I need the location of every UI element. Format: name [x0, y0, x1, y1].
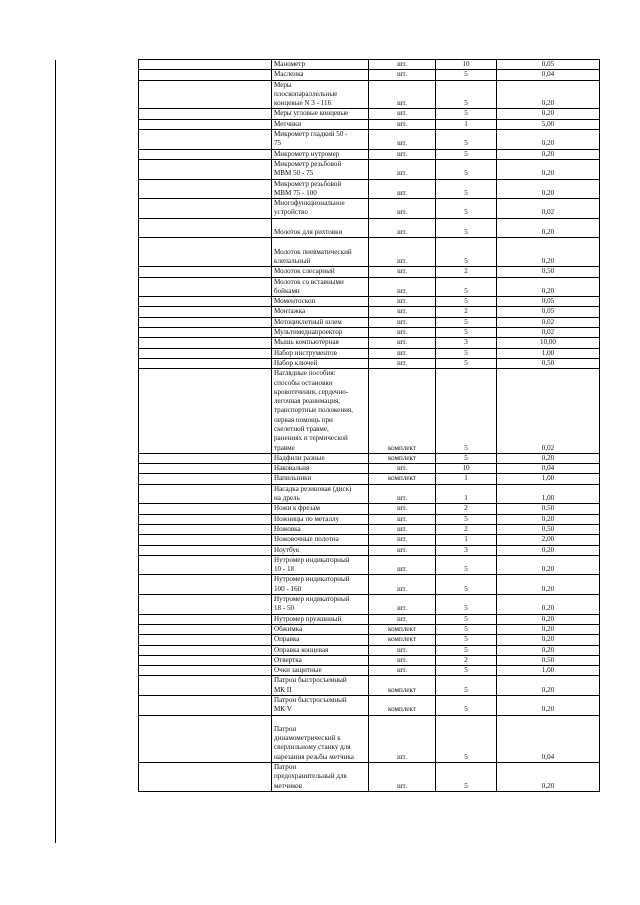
- table-row: [139, 655, 600, 665]
- quantity-cell: 5: [436, 238, 497, 267]
- row-number-cell: [139, 555, 272, 575]
- table-row: [139, 149, 600, 159]
- row-number-cell: [139, 297, 272, 307]
- item-name-cell: Насадка резиновая (диск) на дрель: [272, 484, 369, 504]
- norm-value-cell: 0,50: [497, 267, 600, 277]
- unit-cell: шт.: [369, 317, 436, 327]
- norm-value-cell: 0,20: [497, 555, 600, 575]
- quantity-cell: 10: [436, 464, 497, 474]
- norm-value-cell: 0,20: [497, 676, 600, 696]
- table-row: [139, 763, 600, 792]
- row-number-cell: [139, 218, 272, 238]
- item-name-cell: Монтажка: [272, 307, 369, 317]
- item-name-cell: Молоток слесарный: [272, 267, 369, 277]
- item-name-cell: Патрон динамометрический к сверлильному станку для нарезания резьбы метчика: [272, 715, 369, 762]
- unit-cell: шт.: [369, 535, 436, 545]
- unit-cell: шт.: [369, 179, 436, 199]
- norm-value-cell: 0,50: [497, 504, 600, 514]
- table-row: [139, 328, 600, 338]
- row-number-cell: [139, 514, 272, 524]
- table-row: [139, 109, 600, 119]
- unit-cell: шт.: [369, 464, 436, 474]
- table-row: [139, 504, 600, 514]
- quantity-cell: 5: [436, 696, 497, 716]
- unit-cell: комплект: [369, 369, 436, 454]
- table-row: [139, 80, 600, 109]
- norm-value-cell: 0,20: [497, 159, 600, 179]
- row-number-cell: [139, 624, 272, 634]
- unit-cell: шт.: [369, 348, 436, 358]
- unit-cell: шт.: [369, 199, 436, 219]
- norm-value-cell: 0,05: [497, 60, 600, 70]
- unit-cell: комплект: [369, 624, 436, 634]
- row-number-cell: [139, 595, 272, 615]
- quantity-cell: 2: [436, 267, 497, 277]
- item-name-cell: Нутромер пружинный: [272, 614, 369, 624]
- item-name-cell: Оправка концевая: [272, 645, 369, 655]
- quantity-cell: 5: [436, 130, 497, 150]
- item-name-cell: Масленка: [272, 70, 369, 80]
- row-number-cell: [139, 119, 272, 129]
- unit-cell: шт.: [369, 267, 436, 277]
- norm-value-cell: 5,00: [497, 119, 600, 129]
- unit-cell: шт.: [369, 307, 436, 317]
- item-name-cell: Меры угловые концевые: [272, 109, 369, 119]
- unit-cell: комплект: [369, 696, 436, 716]
- quantity-cell: 3: [436, 338, 497, 348]
- table-row: [139, 348, 600, 358]
- row-number-cell: [139, 655, 272, 665]
- item-name-cell: Меры плоскопараллельные концевые N 3 - 116: [272, 80, 369, 109]
- unit-cell: комплект: [369, 453, 436, 463]
- quantity-cell: 1: [436, 484, 497, 504]
- quantity-cell: 5: [436, 555, 497, 575]
- unit-cell: шт.: [369, 514, 436, 524]
- table-row: [139, 474, 600, 484]
- row-number-cell: [139, 715, 272, 762]
- row-number-cell: [139, 70, 272, 80]
- row-number-cell: [139, 149, 272, 159]
- table-row: [139, 453, 600, 463]
- item-name-cell: Метчики: [272, 119, 369, 129]
- item-name-cell: Моментоскоп: [272, 297, 369, 307]
- quantity-cell: 1: [436, 119, 497, 129]
- unit-cell: шт.: [369, 763, 436, 792]
- unit-cell: шт.: [369, 655, 436, 665]
- row-number-cell: [139, 317, 272, 327]
- norm-value-cell: 0,02: [497, 369, 600, 454]
- unit-cell: комплект: [369, 676, 436, 696]
- norm-value-cell: 0,20: [497, 545, 600, 555]
- row-number-cell: [139, 575, 272, 595]
- norm-value-cell: 0,20: [497, 635, 600, 645]
- item-name-cell: Ножовка: [272, 524, 369, 534]
- norm-value-cell: 0,20: [497, 575, 600, 595]
- unit-cell: шт.: [369, 595, 436, 615]
- norm-value-cell: 1,00: [497, 474, 600, 484]
- row-number-cell: [139, 676, 272, 696]
- item-name-cell: Микрометр резьбовой МВМ 75 - 100: [272, 179, 369, 199]
- row-number-cell: [139, 635, 272, 645]
- row-number-cell: [139, 267, 272, 277]
- item-name-cell: Ножи к фрезам: [272, 504, 369, 514]
- norm-value-cell: 0,20: [497, 453, 600, 463]
- quantity-cell: 5: [436, 109, 497, 119]
- quantity-cell: 2: [436, 504, 497, 514]
- norm-value-cell: 0,20: [497, 218, 600, 238]
- table-row: [139, 70, 600, 80]
- row-number-cell: [139, 60, 272, 70]
- item-name-cell: Нутромер индикаторный 18 - 50: [272, 595, 369, 615]
- table-row: [139, 238, 600, 267]
- unit-cell: шт.: [369, 715, 436, 762]
- norm-value-cell: 0,20: [497, 80, 600, 109]
- quantity-cell: 5: [436, 348, 497, 358]
- row-number-cell: [139, 277, 272, 297]
- norm-value-cell: 0,20: [497, 624, 600, 634]
- quantity-cell: 5: [436, 297, 497, 307]
- table-row: [139, 267, 600, 277]
- unit-cell: шт.: [369, 119, 436, 129]
- unit-cell: шт.: [369, 159, 436, 179]
- row-number-cell: [139, 328, 272, 338]
- row-number-cell: [139, 369, 272, 454]
- item-name-cell: Ножовочные полотна: [272, 535, 369, 545]
- item-name-cell: Напильники: [272, 474, 369, 484]
- table-row: [139, 277, 600, 297]
- row-number-cell: [139, 179, 272, 199]
- table-row: [139, 696, 600, 716]
- norm-value-cell: 10,00: [497, 338, 600, 348]
- quantity-cell: 5: [436, 218, 497, 238]
- row-number-cell: [139, 535, 272, 545]
- row-number-cell: [139, 130, 272, 150]
- item-name-cell: Нутромер индикаторный 10 - 18: [272, 555, 369, 575]
- row-number-cell: [139, 474, 272, 484]
- item-name-cell: Набор инструментов: [272, 348, 369, 358]
- item-name-cell: Обжимка: [272, 624, 369, 634]
- row-number-cell: [139, 696, 272, 716]
- table-row: [139, 635, 600, 645]
- item-name-cell: Манометр: [272, 60, 369, 70]
- norm-value-cell: 0,50: [497, 524, 600, 534]
- table-row: [139, 624, 600, 634]
- norm-value-cell: 0,02: [497, 328, 600, 338]
- table-row: [139, 179, 600, 199]
- norm-value-cell: 0,20: [497, 595, 600, 615]
- unit-cell: комплект: [369, 474, 436, 484]
- unit-cell: шт.: [369, 218, 436, 238]
- unit-cell: шт.: [369, 60, 436, 70]
- item-name-cell: Молоток пневматический клепальный: [272, 238, 369, 267]
- row-number-cell: [139, 524, 272, 534]
- row-number-cell: [139, 80, 272, 109]
- quantity-cell: 5: [436, 624, 497, 634]
- quantity-cell: 2: [436, 307, 497, 317]
- quantity-cell: 1: [436, 535, 497, 545]
- table-row: [139, 676, 600, 696]
- quantity-cell: 5: [436, 159, 497, 179]
- unit-cell: шт.: [369, 277, 436, 297]
- item-name-cell: Многофункциональное устройство: [272, 199, 369, 219]
- unit-cell: шт.: [369, 358, 436, 368]
- row-number-cell: [139, 109, 272, 119]
- quantity-cell: 3: [436, 545, 497, 555]
- table-row: [139, 119, 600, 129]
- norm-value-cell: 0,20: [497, 514, 600, 524]
- item-name-cell: Микрометр гладкий 50 - 75: [272, 130, 369, 150]
- item-name-cell: Наглядные пособия: способы остановки кровотечения, сердечно- легочная реанимация, транспортные положения, первая помощь при скелетной травме, ранениях и термической травме: [272, 369, 369, 454]
- unit-cell: шт.: [369, 545, 436, 555]
- norm-value-cell: 0,05: [497, 307, 600, 317]
- row-number-cell: [139, 453, 272, 463]
- row-number-cell: [139, 338, 272, 348]
- row-number-cell: [139, 348, 272, 358]
- item-name-cell: Мультимедиапроектор: [272, 328, 369, 338]
- quantity-cell: 5: [436, 453, 497, 463]
- quantity-cell: 5: [436, 635, 497, 645]
- table-row: [139, 645, 600, 655]
- item-name-cell: Очки защитные: [272, 666, 369, 676]
- quantity-cell: 5: [436, 595, 497, 615]
- row-number-cell: [139, 159, 272, 179]
- table-row: [139, 484, 600, 504]
- quantity-cell: 2: [436, 524, 497, 534]
- item-name-cell: Набор ключей: [272, 358, 369, 368]
- row-number-cell: [139, 199, 272, 219]
- table-row: [139, 60, 600, 70]
- unit-cell: шт.: [369, 555, 436, 575]
- quantity-cell: 10: [436, 60, 497, 70]
- unit-cell: шт.: [369, 484, 436, 504]
- norm-value-cell: 0,20: [497, 149, 600, 159]
- item-name-cell: Микрометр резьбовой МВМ 50 - 75: [272, 159, 369, 179]
- unit-cell: шт.: [369, 80, 436, 109]
- unit-cell: шт.: [369, 645, 436, 655]
- unit-cell: шт.: [369, 504, 436, 514]
- unit-cell: шт.: [369, 297, 436, 307]
- row-number-cell: [139, 307, 272, 317]
- item-name-cell: Мышь компьютерная: [272, 338, 369, 348]
- table-row: [139, 218, 600, 238]
- item-name-cell: Отвертка: [272, 655, 369, 665]
- norm-value-cell: 0,02: [497, 317, 600, 327]
- norm-value-cell: 0,20: [497, 130, 600, 150]
- norm-value-cell: 0,20: [497, 109, 600, 119]
- norm-value-cell: 0,20: [497, 277, 600, 297]
- unit-cell: шт.: [369, 328, 436, 338]
- left-margin-line: [55, 60, 56, 843]
- table-row: [139, 715, 600, 762]
- item-name-cell: Оправка: [272, 635, 369, 645]
- quantity-cell: 5: [436, 514, 497, 524]
- row-number-cell: [139, 464, 272, 474]
- norm-value-cell: 0,20: [497, 179, 600, 199]
- quantity-cell: 5: [436, 614, 497, 624]
- unit-cell: шт.: [369, 575, 436, 595]
- norm-value-cell: 0,20: [497, 614, 600, 624]
- row-number-cell: [139, 238, 272, 267]
- unit-cell: шт.: [369, 109, 436, 119]
- quantity-cell: 5: [436, 80, 497, 109]
- quantity-cell: 5: [436, 149, 497, 159]
- table-row: [139, 595, 600, 615]
- norm-value-cell: 2,00: [497, 535, 600, 545]
- item-name-cell: Ножницы по металлу: [272, 514, 369, 524]
- unit-cell: шт.: [369, 149, 436, 159]
- table-row: [139, 358, 600, 368]
- quantity-cell: 5: [436, 666, 497, 676]
- norm-value-cell: 0,20: [497, 763, 600, 792]
- item-name-cell: Ноутбук: [272, 545, 369, 555]
- table-row: [139, 317, 600, 327]
- quantity-cell: 5: [436, 358, 497, 368]
- unit-cell: шт.: [369, 614, 436, 624]
- table-row: [139, 545, 600, 555]
- table-row: [139, 514, 600, 524]
- norm-value-cell: 1,00: [497, 484, 600, 504]
- item-name-cell: Молоток со вставными бойками: [272, 277, 369, 297]
- item-name-cell: Патрон быстросъемный МК II: [272, 676, 369, 696]
- row-number-cell: [139, 504, 272, 514]
- row-number-cell: [139, 545, 272, 555]
- item-name-cell: Мотоциклетный шлем: [272, 317, 369, 327]
- unit-cell: шт.: [369, 238, 436, 267]
- quantity-cell: 5: [436, 70, 497, 80]
- equipment-table-body: [139, 60, 600, 792]
- quantity-cell: 2: [436, 655, 497, 665]
- table-row: [139, 130, 600, 150]
- table-row: [139, 307, 600, 317]
- unit-cell: комплект: [369, 635, 436, 645]
- unit-cell: шт.: [369, 130, 436, 150]
- norm-value-cell: 0,50: [497, 358, 600, 368]
- unit-cell: шт.: [369, 70, 436, 80]
- table-row: [139, 575, 600, 595]
- quantity-cell: 5: [436, 645, 497, 655]
- item-name-cell: Патрон быстросъемный МК V: [272, 696, 369, 716]
- item-name-cell: Микрометр нутромер: [272, 149, 369, 159]
- unit-cell: шт.: [369, 338, 436, 348]
- row-number-cell: [139, 645, 272, 655]
- item-name-cell: Нутромер индикаторный 100 - 160: [272, 575, 369, 595]
- item-name-cell: Наковальня: [272, 464, 369, 474]
- item-name-cell: Надфили разные: [272, 453, 369, 463]
- row-number-cell: [139, 666, 272, 676]
- quantity-cell: 5: [436, 676, 497, 696]
- table-row: [139, 535, 600, 545]
- quantity-cell: 5: [436, 317, 497, 327]
- table-row: [139, 524, 600, 534]
- norm-value-cell: 1,00: [497, 666, 600, 676]
- table-row: [139, 159, 600, 179]
- quantity-cell: 5: [436, 575, 497, 595]
- row-number-cell: [139, 484, 272, 504]
- norm-value-cell: 0,04: [497, 464, 600, 474]
- item-name-cell: Молоток для рихтовки: [272, 218, 369, 238]
- norm-value-cell: 0,20: [497, 696, 600, 716]
- quantity-cell: 5: [436, 763, 497, 792]
- norm-value-cell: 1,00: [497, 348, 600, 358]
- norm-value-cell: 0,02: [497, 199, 600, 219]
- row-number-cell: [139, 763, 272, 792]
- norm-value-cell: 0,20: [497, 238, 600, 267]
- unit-cell: шт.: [369, 666, 436, 676]
- item-name-cell: Патрон предохранительный для метчиков: [272, 763, 369, 792]
- quantity-cell: 1: [436, 474, 497, 484]
- quantity-cell: 5: [436, 179, 497, 199]
- row-number-cell: [139, 614, 272, 624]
- table-row: [139, 666, 600, 676]
- unit-cell: шт.: [369, 524, 436, 534]
- table-row: [139, 614, 600, 624]
- table-row: [139, 338, 600, 348]
- table-row: [139, 555, 600, 575]
- table-row: [139, 464, 600, 474]
- quantity-cell: 5: [436, 328, 497, 338]
- quantity-cell: 5: [436, 199, 497, 219]
- quantity-cell: 5: [436, 277, 497, 297]
- equipment-table: [138, 59, 600, 792]
- norm-value-cell: 0,50: [497, 655, 600, 665]
- table-row: [139, 199, 600, 219]
- quantity-cell: 5: [436, 369, 497, 454]
- norm-value-cell: 0,04: [497, 715, 600, 762]
- row-number-cell: [139, 358, 272, 368]
- quantity-cell: 5: [436, 715, 497, 762]
- table-row: [139, 297, 600, 307]
- norm-value-cell: 0,04: [497, 70, 600, 80]
- norm-value-cell: 0,05: [497, 297, 600, 307]
- table-row: [139, 369, 600, 454]
- norm-value-cell: 0,20: [497, 645, 600, 655]
